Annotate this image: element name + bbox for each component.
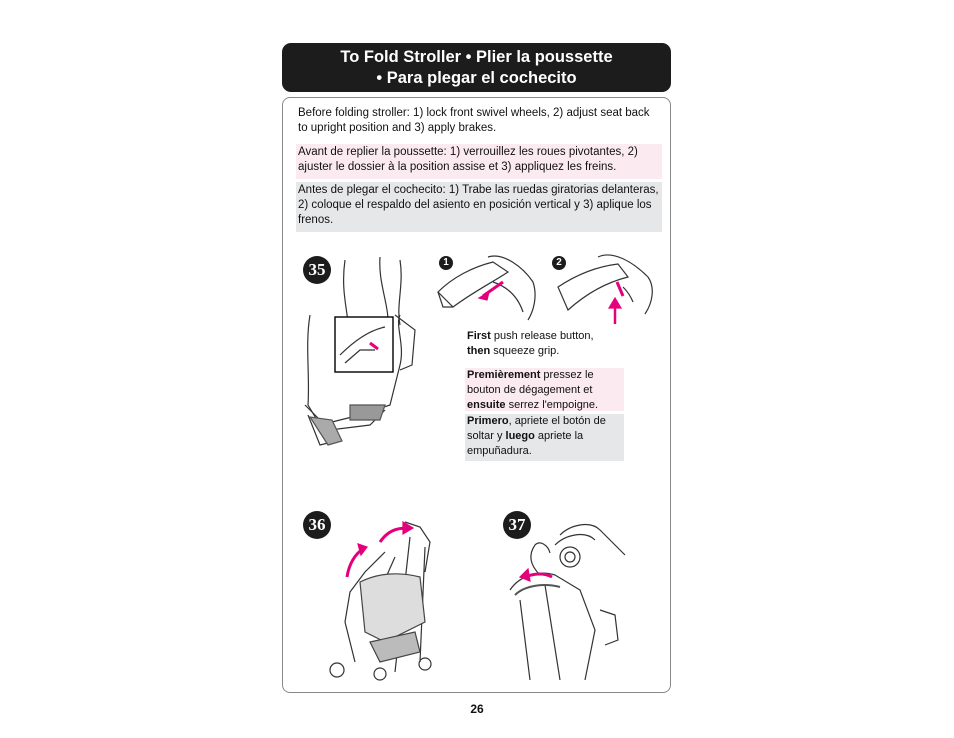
sub-step-2-illustration: [553, 252, 661, 327]
caption-en-mid: push release button,: [490, 330, 594, 342]
caption-fr-first: Premièrement: [467, 369, 541, 381]
sub-step-1-badge: 1: [439, 256, 453, 270]
caption-french: [465, 368, 624, 411]
caption-es-mid: , apriete el botón de soltar y: [467, 415, 606, 442]
caption-en-end: squeeze grip.: [490, 345, 560, 357]
page-number: 26: [470, 702, 484, 716]
intro-spanish: Antes de plegar el cochecito: 1) Trabe las ruedas giratorias delanteras, 2) coloque el respaldo del asiento en posición vertical y 3) aplique los frenos.: [296, 182, 662, 232]
intro-english: Before folding stroller: 1) lock front swivel wheels, 2) adjust seat back to upright position and 3) apply brakes.: [298, 107, 650, 134]
sub-step-2-badge: 2: [552, 256, 566, 270]
step-36-badge: 36: [303, 511, 331, 539]
caption-es-then: luego: [505, 430, 535, 442]
step-37-illustration: [500, 515, 630, 685]
header-line-1: To Fold Stroller • Plier la poussette: [340, 47, 613, 66]
header-line-2: • Para plegar el cochecito: [376, 68, 577, 87]
caption-es-end: apriete la empuñadura.: [467, 430, 584, 457]
caption-fr-end: serrez l'empoigne.: [505, 399, 599, 411]
caption-spanish: [465, 414, 624, 461]
step-37-badge: 37: [503, 511, 531, 539]
caption-es-first: Primero: [467, 415, 509, 427]
caption-fr-mid: pressez le bouton de dégagement et: [467, 369, 594, 396]
caption-en-first: First: [467, 330, 491, 342]
step-35-badge: 35: [303, 256, 331, 284]
sub-step-1-illustration: [433, 252, 543, 322]
intro-french: Avant de replier la poussette: 1) verrouillez les roues pivotantes, 2) ajuster le dossier à la position assise et 3) appliquez les freins.: [296, 144, 662, 179]
caption-en-then: then: [467, 345, 491, 357]
caption-fr-then: ensuite: [467, 399, 506, 411]
step-36-illustration: [325, 512, 445, 682]
section-header: [282, 43, 671, 92]
step-35-illustration: [300, 255, 425, 455]
caption-english: [467, 329, 617, 359]
